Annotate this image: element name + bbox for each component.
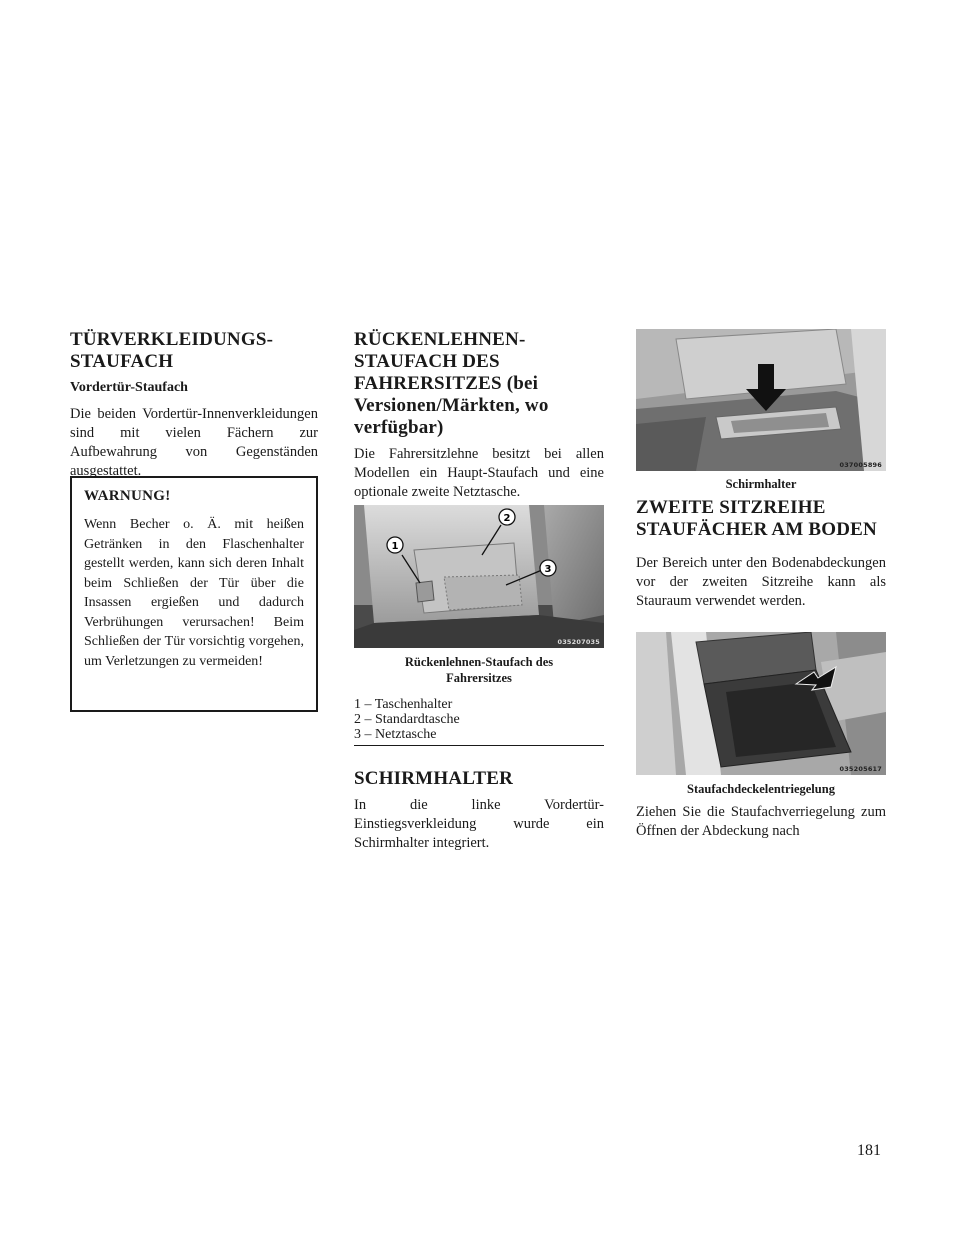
figure-caption [354,654,604,686]
heading-line: STAUFÄCHER AM BODEN [636,519,877,540]
warning-box [70,476,318,712]
umbrella-holder-figure [636,329,886,471]
seatback-storage-body: Die Fahrersitzlehne besitzt bei allen Modellen ein Haupt-Staufach und eine optionale zweite Netztasche. [354,446,604,500]
storage-latch-illustration [636,632,886,775]
heading-line: ZWEITE SITZREIHE [636,497,826,518]
section-heading-seatback-storage [354,329,604,439]
storage-latch-figure [636,632,886,775]
heading-line: STAUFACH [70,351,174,372]
divider [354,745,604,746]
heading-line: TÜRVERKLEIDUNGS- [70,329,274,350]
umbrella-holder-body: In die linke Vordertür-Einstiegsverkleidung wurde ein Schirmhalter integriert. [354,797,604,851]
heading-line: FAHRERSITZES (bei [354,373,539,394]
seatback-illustration [354,505,604,648]
section-heading-umbrella-holder: SCHIRMHALTER [354,768,514,789]
seatback-storage-figure [354,505,604,648]
section-heading-floor-storage [636,497,886,541]
figure-id: 035207035 [557,638,600,646]
legend-item: 3 – Netztasche [354,727,437,742]
warning-title: WARNUNG! [84,488,171,504]
callout-2: 2 [503,513,511,524]
callout-3: 3 [544,564,552,575]
subheading-front-door-storage: Vordertür-Staufach [70,380,188,395]
warning-text: Wenn Becher o. Ä. mit heißen Getränken in den Flaschenhalter gestellt werden, kann sich deren Inhalt beim Schließen der Tür über die Insassen ergießen und dadurch Verbrühungen verursachen! Beim Schließen der Tür vorsichtig vorgehen, um Verletzungen zu vermeiden! [84,517,304,669]
heading-line: verfügbar) [354,417,444,438]
figure-id: 037005896 [839,461,882,469]
legend-item: 1 – Taschenhalter [354,697,453,712]
figure-id: 035205617 [839,765,882,773]
callout-1: 1 [391,541,399,552]
heading-line: STAUFACH DES [354,351,500,372]
legend-item: 2 – Standardtasche [354,712,460,727]
page-number: 181 [857,1142,881,1159]
section-heading-door-storage [70,329,273,373]
floor-storage-body: Der Bereich unter den Bodenabdeckungen vor der zweiten Sitzreihe kann als Stauraum verwendet werden. [636,555,886,609]
floor-storage-body-continued: Ziehen Sie die Staufachverriegelung zum Öffnen der Abdeckung nach [636,804,886,839]
umbrella-holder-illustration [636,329,886,471]
door-storage-body: Die beiden Vordertür-Innenverkleidungen sind mit vielen Fächern zur Aufbewahrung von Gegenständen ausgestattet. [70,406,318,479]
figure-caption: Staufachdeckelentriegelung [687,782,835,796]
caption-line: Fahrersitzes [446,671,512,685]
heading-line: RÜCKENLEHNEN- [354,329,526,350]
figure-legend [354,697,460,742]
heading-line: Versionen/Märkten, wo [354,395,549,416]
figure-caption: Schirmhalter [725,477,797,491]
caption-line: Rückenlehnen-Staufach des [404,655,554,669]
